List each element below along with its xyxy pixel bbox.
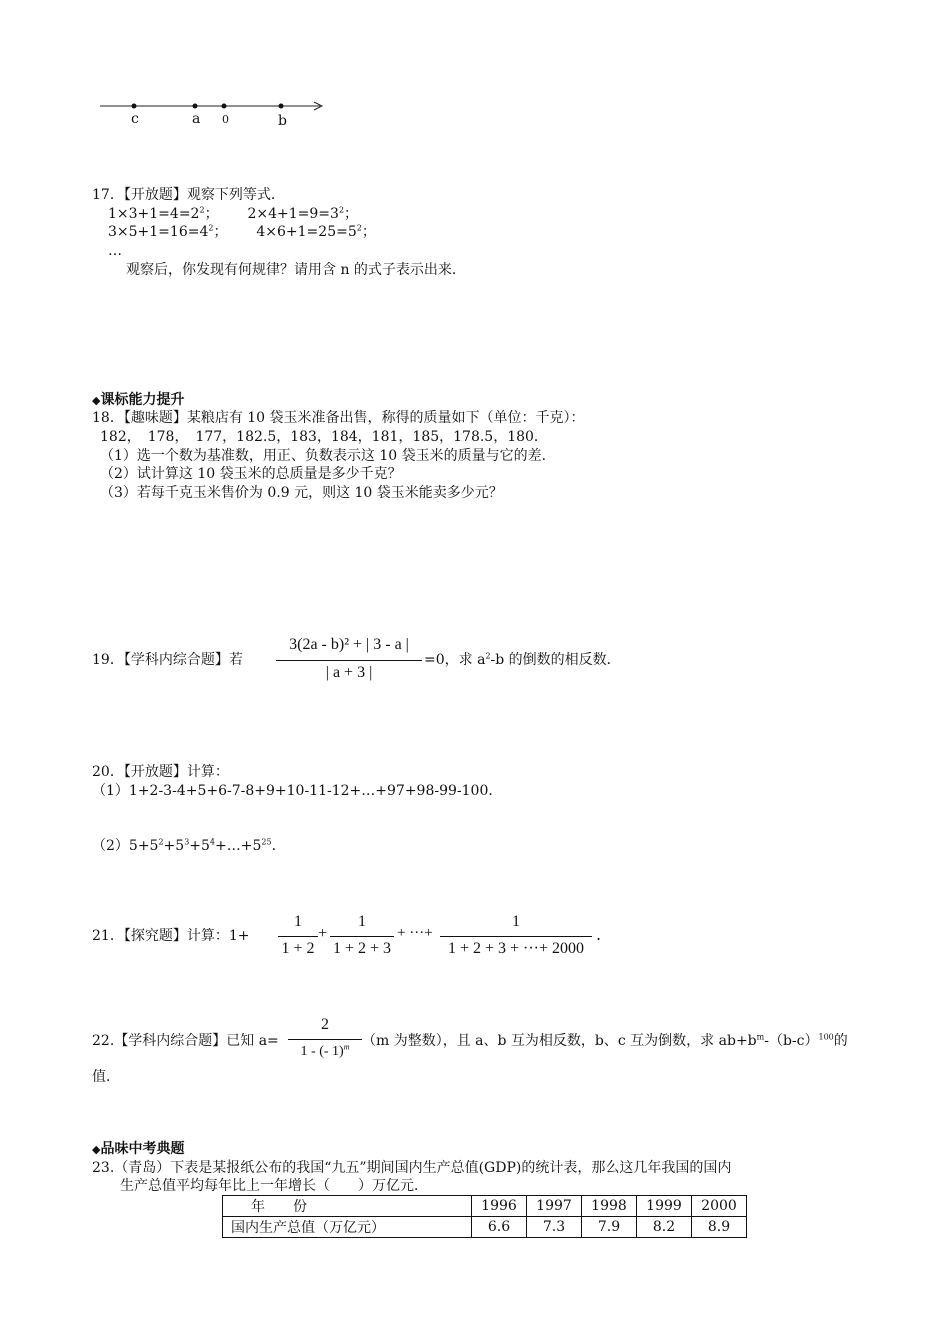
q20-part2: $(2)5+5^2+5^3+5^4+\dots+5^{25}$． (92, 837, 286, 854)
label-a: a (192, 111, 201, 127)
q17-question: 观察后，你发现有何规律？请用含 n 的式子表示出来． (126, 262, 466, 278)
table-cell: 8.9 (692, 1217, 747, 1238)
q21-fraction-3: 1 1 + 2 + 3 + ···+ 2000 (440, 913, 592, 963)
q19-tail: =0，求 $a^2-b$ 的倒数的相反数． (424, 651, 621, 668)
q17-ellipsis: … (108, 243, 122, 259)
q22-lead: 22.【学科内综合题】已知 a= (92, 1033, 279, 1049)
q21-fraction-1: 1 1 + 2 (278, 913, 318, 963)
label-c: c (131, 111, 139, 127)
diamond-bullet-icon: ◆ (92, 394, 101, 407)
gdp-table (222, 1195, 747, 1238)
q17-title: 17．【开放题】观察下列等式． (92, 187, 285, 203)
q21-fraction-2: 1 1 + 2 + 3 (330, 913, 394, 963)
table-header-gdp: 国内生产总值（万亿元） (223, 1217, 472, 1238)
q22-fraction: 2 1 - (- 1)$^m$ (288, 1016, 362, 1068)
q18-part3: （3）若每千克玉米售价为 0.9 元，则这 10 袋玉米能卖多少元？ (100, 485, 503, 501)
q19-fraction (276, 636, 422, 688)
point-c (132, 104, 137, 109)
q17-eq-row2: $3\times 5+1=16=4^2$； $4\times 6+1=25=5^2$； (108, 223, 376, 240)
q21-lead: 21．【探究题】计算：1+ (92, 928, 250, 944)
point-zero (222, 104, 227, 109)
table-header-year: 年 份 (223, 1196, 472, 1217)
table-row (223, 1196, 747, 1217)
q22-text: （m 为整数），且 a、b 互为相反数，b、c 互为倒数，求 $ab+b^m-(b-c)^{100}$的 (362, 1032, 848, 1049)
q21-end: . (596, 925, 602, 944)
table-cell: 6.6 (472, 1217, 527, 1238)
q18-part2: （2）试计算这 10 袋玉米的总质量是多少千克？ (100, 466, 402, 482)
q19-numerator: 3(2a - b)² + | 3 - a | (289, 636, 409, 653)
q17-eq-row1: $1\times 3+1=4=2^2$； $2\times 4+1=9=3^2$； (108, 205, 359, 222)
q20-title: 20．【开放题】计算： (92, 764, 229, 780)
q18-part1: （1）选一个数为基准数，用正、负数表示这 10 袋玉米的质量与它的差． (100, 448, 556, 464)
table-cell: 7.3 (527, 1217, 582, 1238)
table-cell: 7.9 (582, 1217, 637, 1238)
table-cell: 2000 (692, 1196, 747, 1217)
q18-title: 18．【趣味题】某粮店有 10 袋玉米准备出售，称得的质量如下（单位：千克）： (92, 410, 585, 426)
table-cell: 1999 (637, 1196, 692, 1217)
table-cell: 1997 (527, 1196, 582, 1217)
q21-dots: + ···+ (397, 925, 433, 941)
q20-part1: （1）1+2-3-4+5+6-7-8+9+10-11-12+…+97+98-99-100． (92, 783, 503, 799)
diamond-bullet-icon: ◆ (92, 1143, 101, 1156)
section-heading-exam: ◆品味中考典题 (92, 1141, 185, 1157)
point-a (193, 104, 198, 109)
q19-fraction-bar (276, 660, 422, 661)
table-cell: 1998 (582, 1196, 637, 1217)
table-cell: 8.2 (637, 1217, 692, 1238)
table-cell: 1996 (472, 1196, 527, 1217)
q18-data: 182， 178， 177，182.5，183，184，181，185，178.5，180． (100, 429, 548, 445)
q19-denominator: | a + 3 | (325, 664, 373, 681)
q19-lead: 19．【学科内综合题】若 (92, 652, 243, 668)
point-b (279, 104, 284, 109)
table-row (223, 1217, 747, 1238)
q22-line2: 值． (92, 1069, 120, 1085)
label-zero: 0 (222, 113, 229, 126)
q23-line2: 生产总值平均每年比上一年增长（ ）万亿元． (120, 1178, 428, 1194)
q23-line1: 23.（青岛）下表是某报纸公布的我国“九五”期间国内生产总值(GDP)的统计表，那么这几年我国的国内 (92, 1160, 732, 1176)
label-b: b (278, 113, 287, 129)
section-heading-ability: ◆课标能力提升 (92, 392, 185, 408)
q21-plus: + (318, 925, 328, 942)
